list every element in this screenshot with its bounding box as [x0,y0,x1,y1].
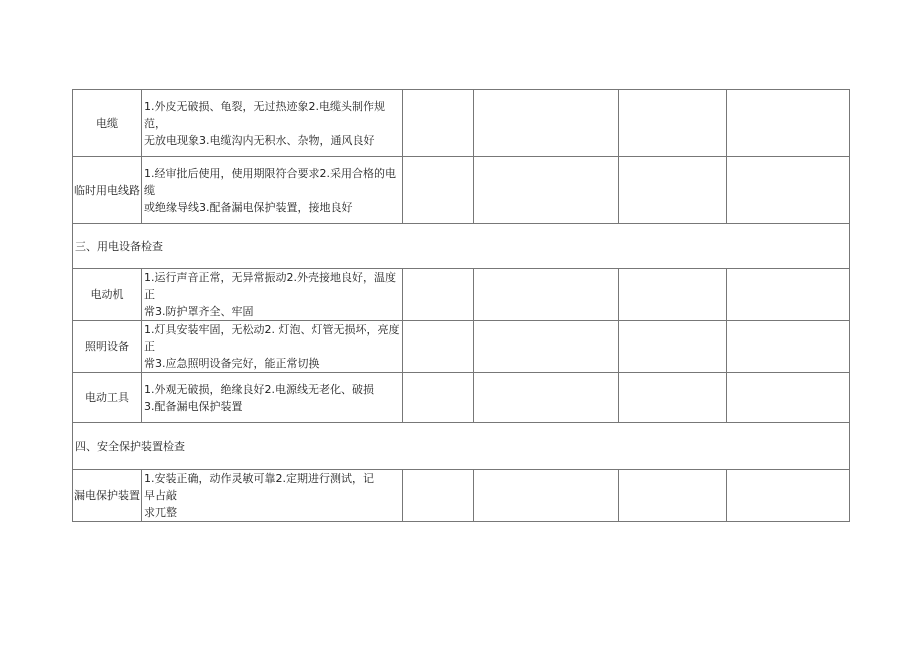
result-cell[interactable] [727,157,850,224]
result-cell[interactable] [727,90,850,157]
item-name-lighting: 照明设备 [73,321,142,373]
item-name-leakage-protector: 漏电保护装置 [73,470,142,522]
table-row [73,321,850,373]
table-row [73,224,850,269]
section-heading-protection: 四、安全保护装置检查 [73,423,850,470]
requirement-text: 1.经审批后使用，使用期限符合要求2.采用合格的电缆 或绝缘导线3.配备漏电保护装置，接地良好 [144,166,396,214]
result-cell[interactable] [619,373,727,423]
item-name-power-tools: 电动工具 [73,373,142,423]
table-row [73,470,850,522]
table-row [73,90,850,157]
requirement-text: 1.灯具安装牢固，无松动2. 灯泡、灯管无损坏，亮度正 常3.应急照明设备完好，能正常切换 [144,323,400,370]
result-cell[interactable] [403,157,474,224]
requirement-text: 1.外观无破损，绝缘良好2.电源线无老化、破损 3.配备漏电保护装置 [144,382,374,413]
item-requirement-leakage-protector [142,470,403,522]
result-cell[interactable] [403,470,474,522]
result-cell[interactable] [619,90,727,157]
result-cell[interactable] [403,373,474,423]
result-cell[interactable] [619,470,727,522]
result-cell[interactable] [727,269,850,321]
result-cell[interactable] [403,321,474,373]
table-row [73,423,850,470]
item-requirement-motor [142,269,403,321]
item-name-cable: 电缆 [73,90,142,157]
item-requirement-power-tools [142,373,403,423]
item-requirement-temporary-line [142,157,403,224]
result-cell[interactable] [403,90,474,157]
result-cell[interactable] [619,321,727,373]
result-cell[interactable] [474,321,619,373]
result-cell[interactable] [474,90,619,157]
table-row [73,373,850,423]
inspection-table [72,89,850,522]
requirement-text: 1.安装正确，动作灵敏可靠2.定期进行测试，记 早占敲 求兀整 [144,472,374,519]
item-name-temporary-line: 临时用电线路 [73,157,142,224]
result-cell[interactable] [727,321,850,373]
requirement-text: 1.运行声音正常，无异常振动2.外壳接地良好，温度正 常3.防护罩齐全、牢固 [144,271,396,318]
item-name-motor: 电动机 [73,269,142,321]
table-row [73,157,850,224]
result-cell[interactable] [474,470,619,522]
result-cell[interactable] [619,157,727,224]
table-row [73,269,850,321]
item-requirement-lighting [142,321,403,373]
result-cell[interactable] [619,269,727,321]
item-requirement-cable [142,90,403,157]
result-cell[interactable] [474,269,619,321]
section-heading-equipment: 三、用电设备检查 [73,224,850,269]
requirement-text: 1.外皮无破损、龟裂，无过热迹象2.电缆头制作规范， 无放电现象3.电缆沟内无积水、杂物，通风良好 [144,99,385,147]
result-cell[interactable] [474,373,619,423]
result-cell[interactable] [727,470,850,522]
result-cell[interactable] [403,269,474,321]
result-cell[interactable] [727,373,850,423]
result-cell[interactable] [474,157,619,224]
